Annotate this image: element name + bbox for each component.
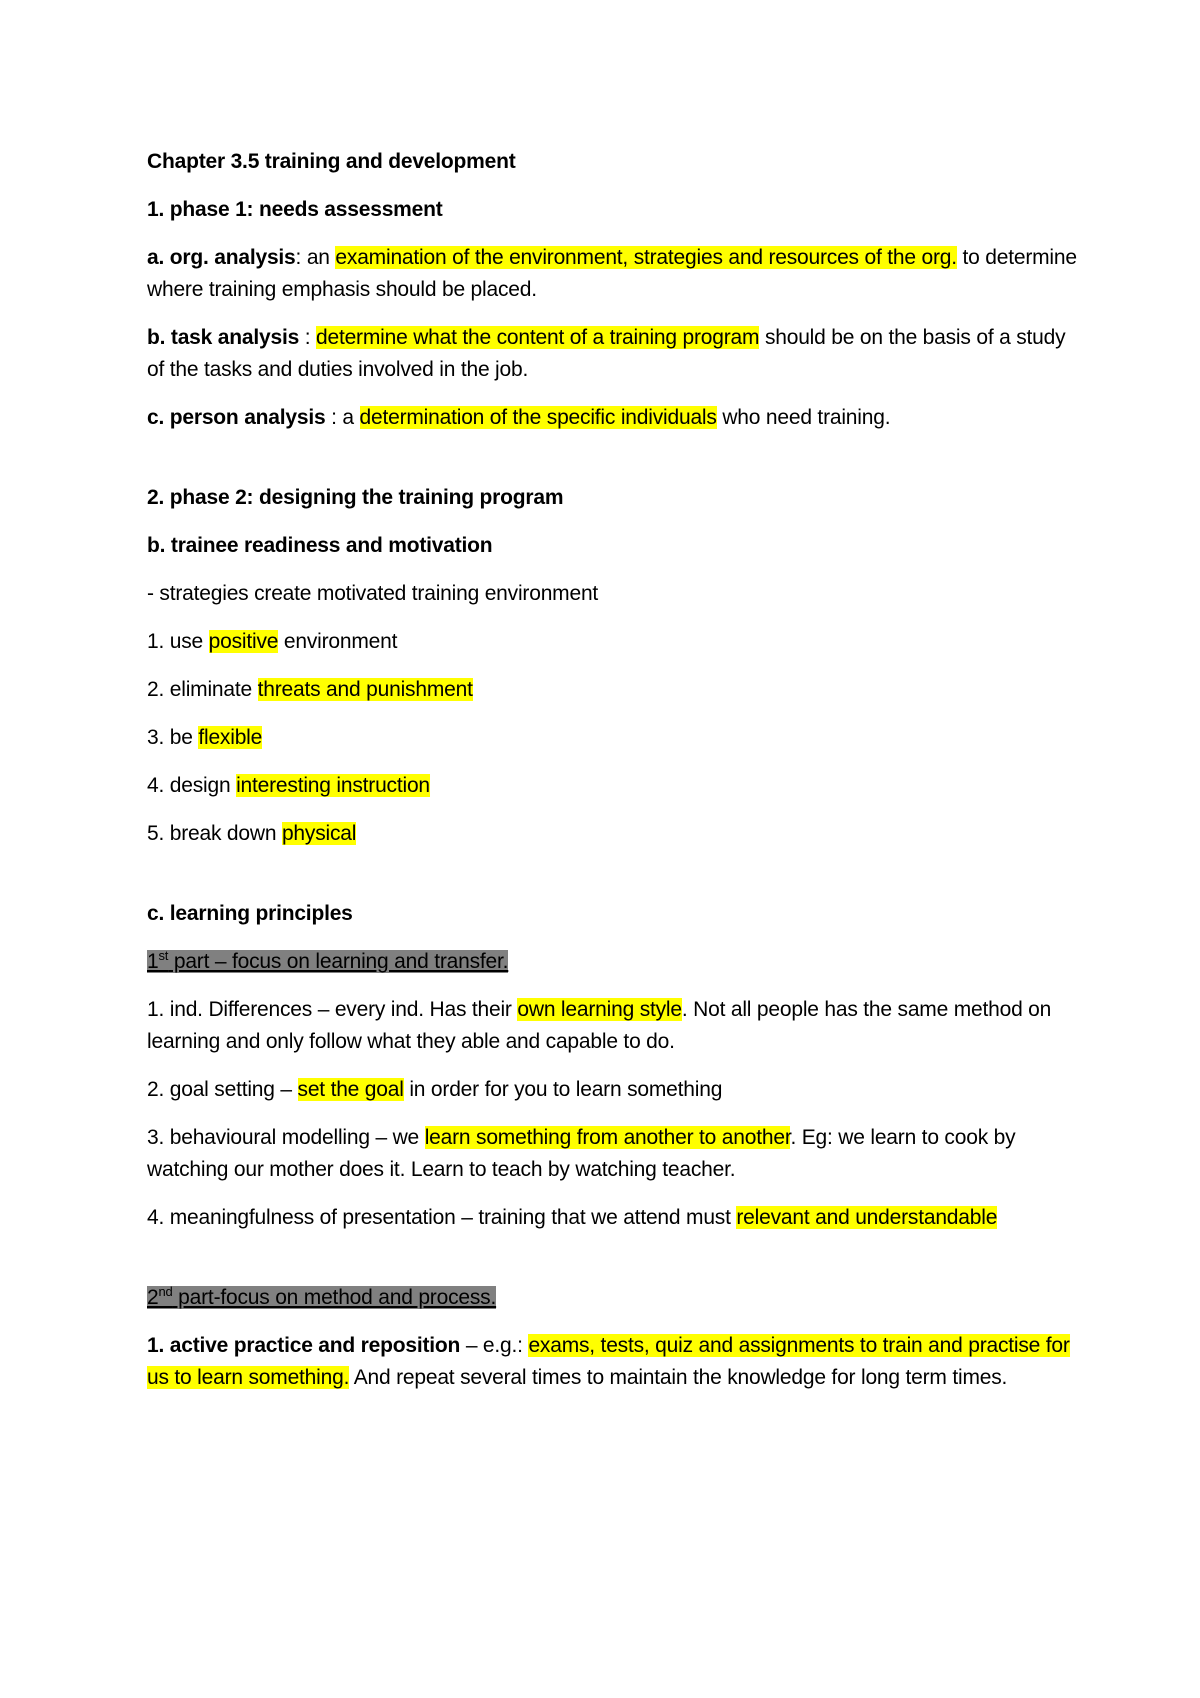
active-practice-paragraph (147, 1330, 1077, 1394)
strategies-intro: - strategies create motivated training environment (147, 582, 599, 605)
strategy-pre: 1. use (147, 630, 209, 653)
spacer (147, 866, 1077, 898)
strategy-item (147, 818, 1077, 850)
document-title: Chapter 3.5 training and development (147, 150, 516, 173)
task-analysis-pre: : (304, 326, 316, 349)
active-practice-post: And repeat several times to maintain the knowledge for long term times. (349, 1366, 1008, 1389)
active-practice-pre: – e.g.: (460, 1334, 529, 1357)
part2-text: part-focus on method and process. (172, 1286, 497, 1309)
part1-ordinal: st (158, 948, 169, 963)
learning-item-pre: 1. ind. Differences – every ind. Has their (147, 998, 518, 1021)
org-analysis-label: a. org. analysis (147, 246, 296, 269)
learning-item-highlight: set the goal (297, 1078, 404, 1101)
learning-item-post: . Eg: we learn to cook by watching our mother does it. Learn to teach by watching teacher. (147, 1126, 1016, 1181)
learning-principles-heading: c. learning principles (147, 902, 353, 925)
strategy-highlight: physical (281, 822, 357, 845)
part1-heading (147, 946, 1077, 978)
person-analysis-highlight: determination of the specific individuals (359, 406, 717, 429)
org-analysis-pre: : an (295, 246, 336, 269)
task-analysis-paragraph (147, 322, 1077, 386)
learning-item-highlight: learn something from another to another (424, 1126, 791, 1149)
spacer (147, 450, 1077, 482)
phase2-heading: 2. phase 2: designing the training program (147, 486, 564, 509)
strategy-post: environment (278, 630, 398, 653)
person-analysis-post: who need training. (716, 406, 891, 429)
strategy-highlight: flexible (198, 726, 263, 749)
person-analysis-label: c. person analysis (147, 406, 332, 429)
person-analysis-paragraph (147, 402, 1077, 434)
learning-item (147, 994, 1077, 1058)
active-practice-highlight: exams, tests, quiz and assignments to train and practise for us to learn something. (147, 1334, 1070, 1389)
learning-item (147, 1202, 1077, 1234)
strategy-item (147, 722, 1077, 754)
part1-heading-highlight (147, 950, 508, 973)
active-practice-label: 1. active practice and reposition (147, 1334, 461, 1357)
learning-item-highlight: own learning style (517, 998, 682, 1021)
learning-item-pre: 4. meaningfulness of presentation – training that we attend must (147, 1206, 737, 1229)
phase1-heading: 1. phase 1: needs assessment (147, 198, 443, 221)
org-analysis-post: to determine where training emphasis should be placed. (147, 246, 1077, 301)
part2-number: 2 (147, 1286, 159, 1309)
trainee-readiness-heading: b. trainee readiness and motivation (147, 534, 493, 557)
strategy-item (147, 770, 1077, 802)
task-analysis-highlight: determine what the content of a training program (315, 326, 760, 349)
strategy-item (147, 674, 1077, 706)
strategy-pre: 5. break down (147, 822, 282, 845)
learning-item-post: . Not all people has the same method on learning and only follow what they able and capable to do. (147, 998, 1052, 1053)
part1-text: part – focus on learning and transfer. (168, 950, 509, 973)
person-analysis-pre: : a (331, 406, 360, 429)
learning-item-highlight: relevant and understandable (736, 1206, 998, 1229)
learning-item (147, 1122, 1077, 1186)
org-analysis-highlight: examination of the environment, strategies and resources of the org. (335, 246, 957, 269)
strategy-highlight: positive (208, 630, 279, 653)
spacer (147, 1250, 1077, 1282)
org-analysis-paragraph (147, 242, 1077, 306)
document-page (147, 146, 1077, 1410)
learning-item-post: in order for you to learn something (403, 1078, 723, 1101)
task-analysis-post: should be on the basis of a study of the tasks and duties involved in the job. (147, 326, 1066, 381)
strategy-highlight: interesting instruction (236, 774, 430, 797)
part2-ordinal: nd (158, 1284, 173, 1299)
learning-item-pre: 2. goal setting – (147, 1078, 298, 1101)
task-analysis-label: b. task analysis (147, 326, 305, 349)
part2-heading (147, 1282, 1077, 1314)
part1-number: 1 (147, 950, 159, 973)
strategy-highlight: threats and punishment (257, 678, 473, 701)
learning-item-pre: 3. behavioural modelling – we (147, 1126, 425, 1149)
strategy-pre: 3. be (147, 726, 199, 749)
part2-heading-highlight (147, 1286, 496, 1309)
strategy-pre: 4. design (147, 774, 237, 797)
learning-item (147, 1074, 1077, 1106)
strategy-pre: 2. eliminate (147, 678, 258, 701)
strategy-item (147, 626, 1077, 658)
